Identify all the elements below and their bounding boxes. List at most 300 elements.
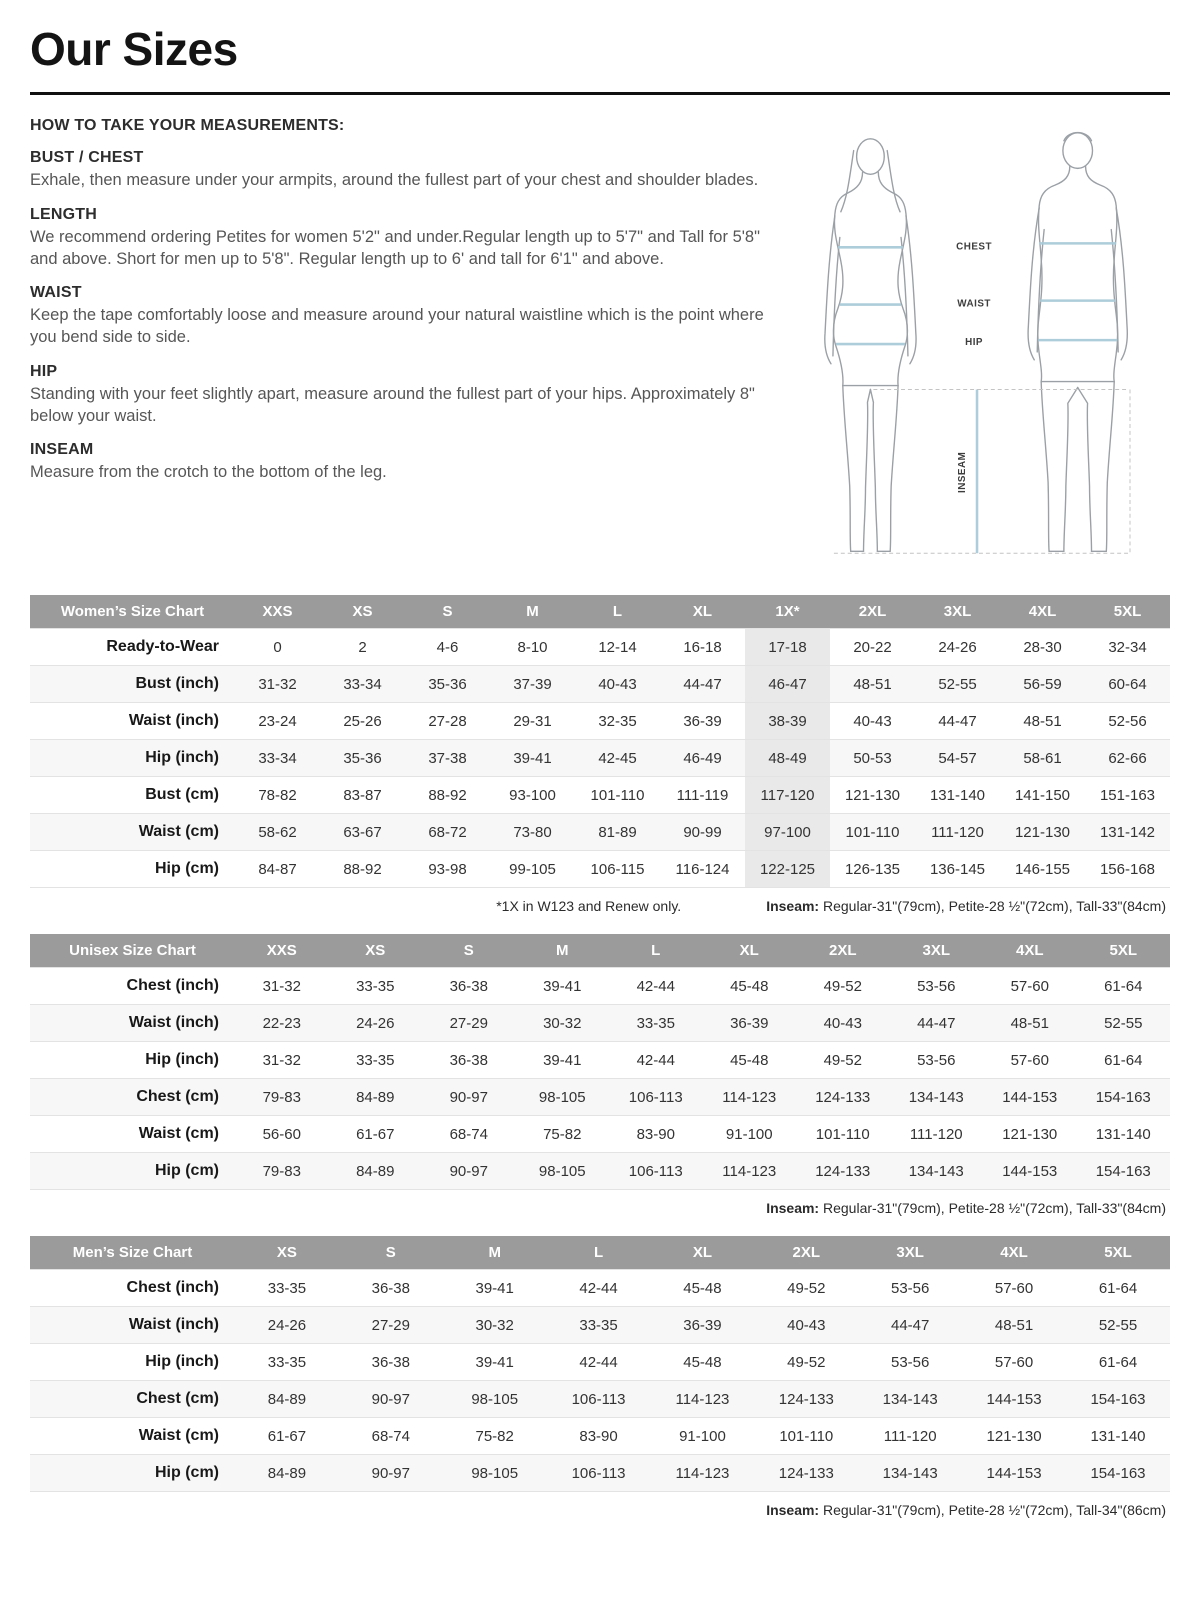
man-leg-right	[1078, 382, 1115, 552]
size-cell: 93-98	[405, 851, 490, 888]
size-cell: 122-125	[745, 851, 830, 888]
size-cell: 39-41	[443, 1270, 547, 1307]
size-cell: 75-82	[443, 1418, 547, 1455]
header-row	[30, 934, 1170, 968]
column-header: S	[422, 934, 516, 968]
table-row	[30, 968, 1170, 1005]
size-chart-table	[30, 1236, 1170, 1492]
instruction-title: HIP	[30, 362, 58, 380]
size-cell: 84-89	[329, 1079, 423, 1116]
size-chart-table	[30, 595, 1170, 888]
woman-arm-left-inner	[833, 237, 840, 355]
size-cell: 27-29	[339, 1307, 443, 1344]
size-cell: 111-119	[660, 777, 745, 814]
size-cell: 30-32	[443, 1307, 547, 1344]
instruction-section	[30, 284, 772, 349]
chart-title: Women’s Size Chart	[30, 595, 235, 629]
size-cell: 56-60	[235, 1116, 329, 1153]
size-cell: 45-48	[651, 1344, 755, 1381]
size-cell: 121-130	[962, 1418, 1066, 1455]
instruction-text: Keep the tape comfortably loose and measure around your natural waistline which is the point where you bend side to side.	[30, 306, 764, 347]
table-row	[30, 703, 1170, 740]
table-footnotes	[30, 888, 1170, 914]
size-cell: 16-18	[660, 629, 745, 666]
row-label: Hip (cm)	[30, 1455, 235, 1492]
size-cell: 146-155	[1000, 851, 1085, 888]
column-header: 5XL	[1066, 1236, 1170, 1270]
size-cell: 44-47	[660, 666, 745, 703]
size-cell: 144-153	[962, 1381, 1066, 1418]
column-header: M	[443, 1236, 547, 1270]
size-cell: 78-82	[235, 777, 320, 814]
size-cell: 33-35	[329, 1042, 423, 1079]
instruction-text: We recommend ordering Petites for women 5'2" and under.Regular length up to 5'7" and Tall for 5'8" and above. Short for men up to 5'8". Regular length up to 6' and tall for 6'1" and above.	[30, 227, 760, 268]
size-cell: 101-110	[754, 1418, 858, 1455]
header-row	[30, 595, 1170, 629]
diagram-labels	[956, 241, 992, 493]
size-cell: 23-24	[235, 703, 320, 740]
row-label: Bust (cm)	[30, 777, 235, 814]
woman-leg-left	[843, 386, 871, 552]
row-label: Ready-to-Wear	[30, 629, 235, 666]
size-cell: 68-74	[339, 1418, 443, 1455]
size-cell: 63-67	[320, 814, 405, 851]
size-cell: 75-82	[516, 1116, 610, 1153]
size-cell: 144-153	[983, 1079, 1077, 1116]
table-row	[30, 1153, 1170, 1190]
size-cell: 33-35	[329, 968, 423, 1005]
column-header: XS	[329, 934, 423, 968]
size-cell: 45-48	[703, 1042, 797, 1079]
size-cell: 36-39	[703, 1005, 797, 1042]
size-cell: 57-60	[983, 968, 1077, 1005]
size-cell: 20-22	[830, 629, 915, 666]
waist-label: WAIST	[957, 298, 991, 310]
man-head	[1063, 133, 1093, 169]
size-cell: 84-89	[235, 1455, 339, 1492]
chart-title: Unisex Size Chart	[30, 934, 235, 968]
hip-label: HIP	[965, 337, 984, 349]
header-row	[30, 1236, 1170, 1270]
column-header: 2XL	[754, 1236, 858, 1270]
size-cell: 57-60	[962, 1344, 1066, 1381]
column-header: 2XL	[796, 934, 890, 968]
size-cell: 116-124	[660, 851, 745, 888]
column-header: XL	[651, 1236, 755, 1270]
size-cell: 30-32	[516, 1005, 610, 1042]
size-cell: 48-49	[745, 740, 830, 777]
size-cell: 56-59	[1000, 666, 1085, 703]
table-row	[30, 740, 1170, 777]
table-row	[30, 1418, 1170, 1455]
size-cell: 42-45	[575, 740, 660, 777]
size-cell: 111-120	[858, 1418, 962, 1455]
size-cell: 154-163	[1077, 1079, 1171, 1116]
body-measurement-illustration	[786, 121, 1172, 575]
size-cell: 124-133	[796, 1153, 890, 1190]
size-cell: 117-120	[745, 777, 830, 814]
size-cell: 134-143	[858, 1455, 962, 1492]
size-cell: 58-61	[1000, 740, 1085, 777]
instruction-text: Standing with your feet slightly apart, measure around the fullest part of your hips. Approximately 8" below your waist.	[30, 384, 755, 425]
size-cell: 44-47	[915, 703, 1000, 740]
woman-hair-left	[841, 151, 854, 212]
woman-leg-right	[870, 386, 898, 552]
size-cell: 39-41	[490, 740, 575, 777]
size-cell: 52-55	[1066, 1307, 1170, 1344]
size-cell: 73-80	[490, 814, 575, 851]
size-cell: 111-120	[890, 1116, 984, 1153]
size-cell: 38-39	[745, 703, 830, 740]
size-cell: 121-130	[1000, 814, 1085, 851]
row-label: Hip (inch)	[30, 740, 235, 777]
size-cell: 93-100	[490, 777, 575, 814]
size-cell: 12-14	[575, 629, 660, 666]
size-cell: 98-105	[516, 1153, 610, 1190]
size-cell: 35-36	[320, 740, 405, 777]
size-cell: 114-123	[651, 1455, 755, 1492]
size-cell: 131-142	[1085, 814, 1170, 851]
size-cell: 49-52	[796, 968, 890, 1005]
column-header: 2XL	[830, 595, 915, 629]
size-cell: 134-143	[890, 1079, 984, 1116]
column-header: 4XL	[962, 1236, 1066, 1270]
size-cell: 52-56	[1085, 703, 1170, 740]
column-header: 5XL	[1077, 934, 1171, 968]
size-cell: 114-123	[651, 1381, 755, 1418]
size-cell: 40-43	[830, 703, 915, 740]
size-cell: 97-100	[745, 814, 830, 851]
size-cell: 32-35	[575, 703, 660, 740]
size-cell: 88-92	[320, 851, 405, 888]
dashed-guides	[834, 389, 1130, 553]
size-cell: 40-43	[575, 666, 660, 703]
instruction-title: BUST / CHEST	[30, 149, 144, 166]
size-cell: 49-52	[754, 1344, 858, 1381]
size-cell: 27-28	[405, 703, 490, 740]
column-header: 1X*	[745, 595, 830, 629]
size-cell: 101-110	[575, 777, 660, 814]
size-cell: 88-92	[405, 777, 490, 814]
instruction-title: INSEAM	[30, 441, 94, 459]
woman-head	[857, 139, 885, 175]
table-footnote: Inseam: Regular-31"(79cm), Petite-28 ½"(72cm), Tall-34"(86cm)	[766, 1502, 1166, 1518]
inseam-label: INSEAM	[957, 451, 969, 494]
table-footnotes	[30, 1492, 1170, 1518]
size-cell: 45-48	[651, 1270, 755, 1307]
size-cell: 8-10	[490, 629, 575, 666]
size-cell: 42-44	[547, 1270, 651, 1307]
size-cell: 131-140	[1066, 1418, 1170, 1455]
size-cell: 49-52	[754, 1270, 858, 1307]
size-cell: 53-56	[858, 1270, 962, 1307]
column-header: M	[490, 595, 575, 629]
measurement-lines	[836, 243, 1117, 553]
size-cell: 154-163	[1066, 1381, 1170, 1418]
size-cell: 90-97	[339, 1455, 443, 1492]
size-cell: 36-39	[660, 703, 745, 740]
size-cell: 57-60	[983, 1042, 1077, 1079]
table-row	[30, 1307, 1170, 1344]
size-cell: 124-133	[754, 1455, 858, 1492]
table-row	[30, 629, 1170, 666]
row-label: Chest (cm)	[30, 1381, 235, 1418]
size-cell: 36-38	[422, 1042, 516, 1079]
size-cell: 61-67	[235, 1418, 339, 1455]
size-cell: 90-97	[422, 1153, 516, 1190]
size-cell: 57-60	[962, 1270, 1066, 1307]
size-cell: 151-163	[1085, 777, 1170, 814]
size-cell: 98-105	[516, 1079, 610, 1116]
size-cell: 17-18	[745, 629, 830, 666]
size-cell: 42-44	[609, 1042, 703, 1079]
size-cell: 36-38	[339, 1344, 443, 1381]
table-footnotes	[30, 1190, 1170, 1216]
size-cell: 126-135	[830, 851, 915, 888]
size-cell: 83-90	[547, 1418, 651, 1455]
row-label: Chest (cm)	[30, 1079, 235, 1116]
size-cell: 24-26	[329, 1005, 423, 1042]
size-cell: 114-123	[703, 1153, 797, 1190]
size-cell: 90-97	[339, 1381, 443, 1418]
table-row	[30, 1270, 1170, 1307]
size-cell: 54-57	[915, 740, 1000, 777]
size-cell: 44-47	[858, 1307, 962, 1344]
size-cell: 90-97	[422, 1079, 516, 1116]
size-cell: 39-41	[516, 968, 610, 1005]
size-cell: 124-133	[754, 1381, 858, 1418]
row-label: Bust (inch)	[30, 666, 235, 703]
size-cell: 52-55	[915, 666, 1000, 703]
size-cell: 33-35	[547, 1307, 651, 1344]
column-header: XXS	[235, 934, 329, 968]
instruction-section	[30, 363, 772, 428]
man-leg-left	[1041, 382, 1078, 552]
size-cell: 28-30	[1000, 629, 1085, 666]
column-header: 4XL	[1000, 595, 1085, 629]
size-cell: 33-35	[609, 1005, 703, 1042]
size-cell: 136-145	[915, 851, 1000, 888]
size-chart-block	[30, 1236, 1170, 1518]
size-cell: 101-110	[796, 1116, 890, 1153]
woman-arm-right-inner	[901, 237, 908, 355]
column-header: 3XL	[915, 595, 1000, 629]
size-cell: 60-64	[1085, 666, 1170, 703]
column-header: XL	[703, 934, 797, 968]
size-cell: 81-89	[575, 814, 660, 851]
table-row	[30, 814, 1170, 851]
column-header: L	[575, 595, 660, 629]
row-label: Waist (inch)	[30, 1307, 235, 1344]
table-row	[30, 777, 1170, 814]
row-label: Waist (cm)	[30, 1418, 235, 1455]
size-cell: 53-56	[890, 1042, 984, 1079]
size-cell: 106-113	[609, 1153, 703, 1190]
size-cell: 48-51	[983, 1005, 1077, 1042]
size-cell: 24-26	[235, 1307, 339, 1344]
table-footnote: Inseam: Regular-31"(79cm), Petite-28 ½"(72cm), Tall-33"(84cm)	[766, 898, 1166, 914]
size-cell: 154-163	[1066, 1455, 1170, 1492]
size-cell: 37-39	[490, 666, 575, 703]
size-cell: 131-140	[915, 777, 1000, 814]
table-footnote: Inseam: Regular-31"(79cm), Petite-28 ½"(72cm), Tall-33"(84cm)	[766, 1200, 1166, 1216]
size-cell: 114-123	[703, 1079, 797, 1116]
size-cell: 144-153	[983, 1153, 1077, 1190]
row-label: Chest (inch)	[30, 1270, 235, 1307]
woman-torso	[833, 172, 907, 385]
size-cell: 61-67	[329, 1116, 423, 1153]
size-cell: 134-143	[858, 1381, 962, 1418]
row-label: Waist (inch)	[30, 1005, 235, 1042]
instructions-heading: HOW TO TAKE YOUR MEASUREMENTS:	[30, 117, 345, 134]
size-cell: 106-115	[575, 851, 660, 888]
size-cell: 24-26	[915, 629, 1000, 666]
size-cell: 98-105	[443, 1381, 547, 1418]
size-cell: 111-120	[915, 814, 1000, 851]
size-cell: 68-74	[422, 1116, 516, 1153]
instruction-section	[30, 206, 772, 271]
size-cell: 48-51	[830, 666, 915, 703]
column-header: 4XL	[983, 934, 1077, 968]
size-cell: 106-113	[609, 1079, 703, 1116]
size-cell: 40-43	[754, 1307, 858, 1344]
size-cell: 91-100	[703, 1116, 797, 1153]
size-cell: 99-105	[490, 851, 575, 888]
instruction-text: Exhale, then measure under your armpits, around the fullest part of your chest and shoulder blades.	[30, 171, 759, 189]
instruction-sections	[30, 149, 772, 484]
size-cell: 33-34	[320, 666, 405, 703]
chart-title: Men’s Size Chart	[30, 1236, 235, 1270]
size-cell: 52-55	[1077, 1005, 1171, 1042]
size-cell: 131-140	[1077, 1116, 1171, 1153]
size-chart-block	[30, 595, 1170, 914]
measurement-diagram	[786, 117, 1172, 575]
row-label: Waist (inch)	[30, 703, 235, 740]
size-cell: 33-35	[235, 1270, 339, 1307]
size-cell: 42-44	[609, 968, 703, 1005]
size-cell: 61-64	[1077, 1042, 1171, 1079]
size-cell: 39-41	[443, 1344, 547, 1381]
title-divider	[30, 92, 1170, 95]
size-cell: 83-87	[320, 777, 405, 814]
size-cell: 91-100	[651, 1418, 755, 1455]
column-header: 5XL	[1085, 595, 1170, 629]
size-cell: 98-105	[443, 1455, 547, 1492]
table-row	[30, 1079, 1170, 1116]
size-cell: 144-153	[962, 1455, 1066, 1492]
size-cell: 106-113	[547, 1455, 651, 1492]
size-cell: 62-66	[1085, 740, 1170, 777]
size-cell: 48-51	[962, 1307, 1066, 1344]
man-torso	[1038, 166, 1118, 381]
size-cell: 61-64	[1066, 1270, 1170, 1307]
column-header: 3XL	[858, 1236, 962, 1270]
size-cell: 121-130	[830, 777, 915, 814]
size-cell: 36-38	[422, 968, 516, 1005]
size-cell: 53-56	[858, 1344, 962, 1381]
column-header: L	[609, 934, 703, 968]
column-header: XS	[320, 595, 405, 629]
size-cell: 31-32	[235, 666, 320, 703]
size-cell: 37-38	[405, 740, 490, 777]
size-cell: 46-47	[745, 666, 830, 703]
table-footnote: *1X in W123 and Renew only.	[496, 898, 682, 914]
size-cell: 35-36	[405, 666, 490, 703]
row-label: Hip (cm)	[30, 1153, 235, 1190]
row-label: Hip (inch)	[30, 1042, 235, 1079]
instruction-title: WAIST	[30, 284, 82, 302]
instruction-section	[30, 441, 772, 484]
table-row	[30, 1116, 1170, 1153]
size-cell: 61-64	[1066, 1344, 1170, 1381]
size-cell: 31-32	[235, 968, 329, 1005]
row-label: Hip (cm)	[30, 851, 235, 888]
size-cell: 90-99	[660, 814, 745, 851]
table-row	[30, 666, 1170, 703]
size-cell: 83-90	[609, 1116, 703, 1153]
size-cell: 154-163	[1077, 1153, 1171, 1190]
table-row	[30, 1381, 1170, 1418]
size-cell: 0	[235, 629, 320, 666]
size-cell: 44-47	[890, 1005, 984, 1042]
row-label: Hip (inch)	[30, 1344, 235, 1381]
column-header: 3XL	[890, 934, 984, 968]
size-cell: 79-83	[235, 1079, 329, 1116]
measurement-instructions	[30, 117, 772, 575]
size-cell: 101-110	[830, 814, 915, 851]
size-cell: 49-52	[796, 1042, 890, 1079]
table-row	[30, 1344, 1170, 1381]
size-cell: 46-49	[660, 740, 745, 777]
instruction-section	[30, 149, 772, 192]
size-cell: 31-32	[235, 1042, 329, 1079]
table-row	[30, 1005, 1170, 1042]
chest-label: CHEST	[956, 241, 993, 253]
instruction-title: LENGTH	[30, 205, 97, 223]
size-charts	[30, 595, 1170, 1518]
table-row	[30, 851, 1170, 888]
size-cell: 48-51	[1000, 703, 1085, 740]
size-cell: 27-29	[422, 1005, 516, 1042]
size-cell: 32-34	[1085, 629, 1170, 666]
row-label: Chest (inch)	[30, 968, 235, 1005]
column-header: XL	[660, 595, 745, 629]
size-cell: 4-6	[405, 629, 490, 666]
size-cell: 68-72	[405, 814, 490, 851]
size-cell: 134-143	[890, 1153, 984, 1190]
column-header: S	[405, 595, 490, 629]
size-chart-table	[30, 934, 1170, 1190]
size-cell: 33-34	[235, 740, 320, 777]
instruction-text: Measure from the crotch to the bottom of the leg.	[30, 463, 387, 482]
size-chart-block	[30, 934, 1170, 1216]
size-cell: 141-150	[1000, 777, 1085, 814]
column-header: XS	[235, 1236, 339, 1270]
woman-hair-right	[887, 151, 900, 212]
size-cell: 84-89	[235, 1381, 339, 1418]
size-cell: 2	[320, 629, 405, 666]
column-header: M	[516, 934, 610, 968]
size-cell: 22-23	[235, 1005, 329, 1042]
size-cell: 84-89	[329, 1153, 423, 1190]
top-section	[30, 117, 1170, 575]
table-row	[30, 1455, 1170, 1492]
row-label: Waist (cm)	[30, 814, 235, 851]
column-header: L	[547, 1236, 651, 1270]
row-label: Waist (cm)	[30, 1116, 235, 1153]
size-cell: 79-83	[235, 1153, 329, 1190]
size-cell: 45-48	[703, 968, 797, 1005]
